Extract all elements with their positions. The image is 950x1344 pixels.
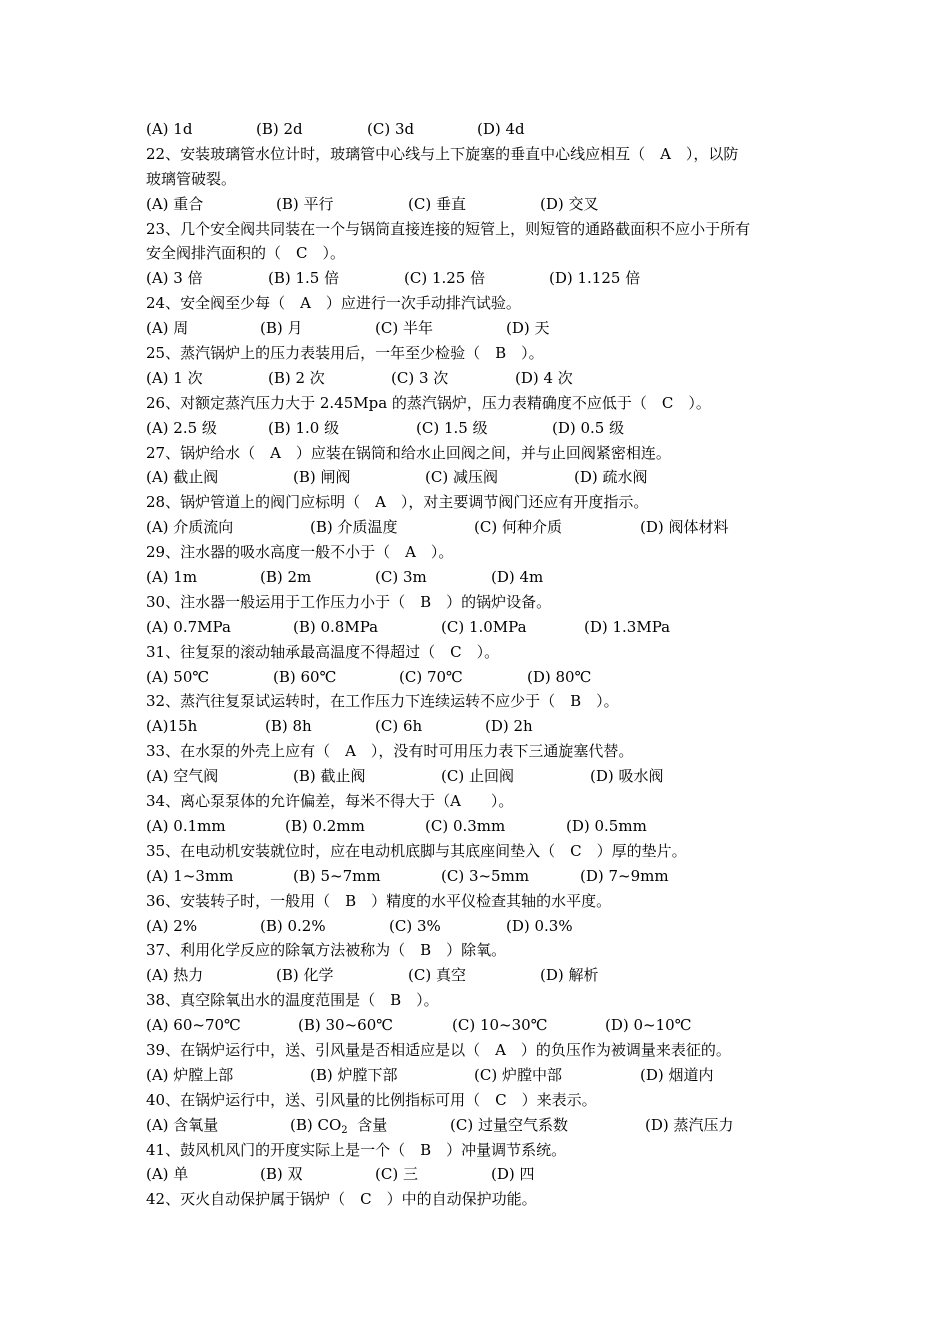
option-a: (A) 截止阀 [146,468,219,487]
question-stem: 35、在电动机安装就位时，应在电动机底脚与其底座间垫入（ C ）厚的垫片。 [146,841,687,860]
question-stem: 27、锅炉给水（ A ）应装在锅筒和给水止回阀之间，并与止回阀紧密相连。 [146,443,671,462]
option-b: (B) 30~60℃ [298,1016,394,1035]
question-stem-continued: 安全阀排汽面积的（ C ）。 [146,244,345,263]
option-b: (B) 0.2% [260,916,326,935]
option-c: (C) 垂直 [408,194,466,213]
question-stem: 22、安装玻璃管水位计时，玻璃管中心线与上下旋塞的垂直中心线应相互（ A ），以防 [146,144,739,163]
options-row [146,266,816,291]
option-b: (B) 1.0 级 [268,418,340,437]
option-d: (D) 天 [506,319,550,338]
option-d: (D) 0~10℃ [605,1016,692,1035]
options-row [146,714,816,739]
options-row [146,914,816,939]
option-d: (D) 1.3MPa [584,617,671,636]
question-stem: 25、蒸汽锅炉上的压力表装用后，一年至少检验（ B ）。 [146,344,544,363]
option-b: (B) 双 [260,1165,303,1184]
option-c: (C) 何种介质 [474,518,562,537]
option-a: (A) 2% [146,916,198,935]
option-c: (C) 3% [389,916,441,935]
option-a: (A) 热力 [146,966,204,985]
option-b: (B) 2 次 [268,368,325,387]
option-c: (C) 70℃ [399,667,463,686]
option-text-tail: 含量 [347,1115,388,1134]
option-a: (A) 空气阀 [146,767,219,786]
option-b: (B) 2m [260,568,312,587]
question-stem: 29、注水器的吸水高度一般不小于（ A ）。 [146,543,454,562]
option-b: (B) 介质温度 [310,518,398,537]
options-row [146,1162,816,1187]
option-a: (A) 1m [146,568,198,587]
option-a: (A) 1 次 [146,368,203,387]
option-d: (D) 阀体材料 [640,518,729,537]
option-d: (D) 1.125 倍 [549,269,641,288]
option-b: (B) 5~7mm [293,866,381,885]
option-c: (C) 6h [375,717,423,736]
option-d: (D) 4d [477,120,525,138]
option-d: (D) 0.5 级 [552,418,625,437]
option-b: (B) 月 [260,319,303,338]
option-b: (B) 炉膛下部 [310,1065,398,1084]
option-b: (B) 截止阀 [293,767,366,786]
option-a: (A) 1d [146,120,193,138]
options-row [146,665,816,690]
option-c: (C) 1.0MPa [441,617,527,636]
option-c: (C) 3~5mm [441,866,530,885]
options-row [146,1113,816,1138]
option-a: (A) 2.5 级 [146,418,217,437]
options-row [146,565,816,590]
option-b: (B) 2d [256,120,303,138]
options-row [146,316,816,341]
option-d: (D) 四 [491,1165,535,1184]
option-text: (B) CO [290,1115,342,1134]
option-d: (D) 7~9mm [580,866,669,885]
option-a: (A) 60~70℃ [146,1016,241,1035]
question-stem: 36、安装转子时，一般用（ B ）精度的水平仪检查其轴的水平度。 [146,891,612,910]
question-stem: 37、利用化学反应的除氧方法被称为（ B ）除氧。 [146,941,507,960]
option-a: (A) 3 倍 [146,269,203,288]
options-row [146,864,816,889]
option-c: (C) 过量空气系数 [450,1115,568,1134]
option-d: (D) 烟道内 [640,1065,714,1084]
option-b: (B) 闸阀 [293,468,351,487]
option-c: (C) 止回阀 [441,767,514,786]
option-b: (B) 化学 [276,966,334,985]
option-a: (A) 炉膛上部 [146,1065,234,1084]
option-a: (A) 含氧量 [146,1115,219,1134]
question-stem: 31、往复泵的滚动轴承最高温度不得超过（ C ）。 [146,642,500,661]
options-row [146,1063,816,1088]
option-c: (C) 3d [367,120,415,138]
option-d: (D) 80℃ [527,667,592,686]
option-a: (A)15h [146,717,198,736]
option-d: (D) 0.5mm [566,816,647,835]
option-d: (D) 4m [491,568,544,587]
options-row [146,117,816,142]
question-stem: 42、灭火自动保护属于锅炉（ C ）中的自动保护功能。 [146,1190,537,1209]
question-stem: 24、安全阀至少每（ A ）应进行一次手动排汽试验。 [146,294,521,313]
option-d: (D) 疏水阀 [574,468,648,487]
option-d: (D) 4 次 [515,368,573,387]
option-a: (A) 0.1mm [146,816,226,835]
option-d: (D) 2h [485,717,533,736]
option-c: (C) 减压阀 [425,468,498,487]
question-stem: 26、对额定蒸汽压力大于 2.45Mpa 的蒸汽锅炉，压力表精确度不应低于（ C ）。 [146,393,711,412]
options-row [146,465,816,490]
options-row [146,615,816,640]
option-a: (A) 50℃ [146,667,210,686]
option-c: (C) 1.25 倍 [404,269,486,288]
option-a: (A) 介质流向 [146,518,234,537]
options-row [146,416,816,441]
question-stem: 28、锅炉管道上的阀门应标明（ A ），对主要调节阀门还应有开度指示。 [146,493,649,512]
option-a: (A) 周 [146,319,189,338]
option-b: (B) 8h [265,717,312,736]
option-d: (D) 交叉 [540,194,599,213]
option-c: (C) 半年 [375,319,433,338]
question-stem: 23、几个安全阀共同装在一个与锅筒直接连接的短管上，则短管的通路截面积不应小于所有 [146,219,751,238]
question-stem-continued: 玻璃管破裂。 [146,169,237,188]
option-b: (B) 1.5 倍 [268,269,340,288]
option-d: (D) 解析 [540,966,599,985]
question-stem: 32、蒸汽往复泵试运转时，在工作压力下连续运转不应少于（ B ）。 [146,692,619,711]
option-d: (D) 0.3% [506,916,573,935]
question-stem: 39、在锅炉运行中，送、引风量是否相适应是以（ A ）的负压作为被调量来表征的。 [146,1040,731,1059]
question-stem: 34、离心泵泵体的允许偏差，每米不得大于（A ）。 [146,792,514,811]
options-row [146,366,816,391]
option-c: (C) 三 [375,1165,418,1184]
subscript: 2 [341,1124,348,1136]
question-list [146,117,816,1212]
option-c: (C) 0.3mm [425,816,506,835]
option-b: (B) 0.8MPa [293,617,379,636]
options-row [146,764,816,789]
question-stem: 30、注水器一般运用于工作压力小于（ B ）的锅炉设备。 [146,592,552,611]
option-c: (C) 真空 [408,966,466,985]
option-c: (C) 炉膛中部 [474,1065,562,1084]
option-b [290,1113,387,1138]
question-stem: 38、真空除氧出水的温度范围是（ B ）。 [146,991,439,1010]
options-row [146,192,816,217]
option-d: (D) 吸水阀 [590,767,664,786]
option-a: (A) 1~3mm [146,866,234,885]
option-c: (C) 3m [375,568,427,587]
option-c: (C) 3 次 [391,368,449,387]
question-stem: 41、鼓风机风门的开度实际上是一个（ B ）冲量调节系统。 [146,1140,567,1159]
option-b: (B) 0.2mm [285,816,365,835]
option-b: (B) 60℃ [273,667,337,686]
question-stem: 33、在水泵的外壳上应有（ A ），没有时可用压力表下三通旋塞代替。 [146,742,634,761]
options-row [146,515,816,540]
options-row [146,963,816,988]
options-row [146,1013,816,1038]
option-a: (A) 0.7MPa [146,617,231,636]
option-b: (B) 平行 [276,194,334,213]
option-c: (C) 1.5 级 [416,418,488,437]
options-row [146,814,816,839]
option-a: (A) 单 [146,1165,189,1184]
option-d: (D) 蒸汽压力 [645,1115,734,1134]
option-a: (A) 重合 [146,194,204,213]
question-stem: 40、在锅炉运行中，送、引风量的比例指标可用（ C ）来表示。 [146,1090,597,1109]
option-c: (C) 10~30℃ [452,1016,548,1035]
